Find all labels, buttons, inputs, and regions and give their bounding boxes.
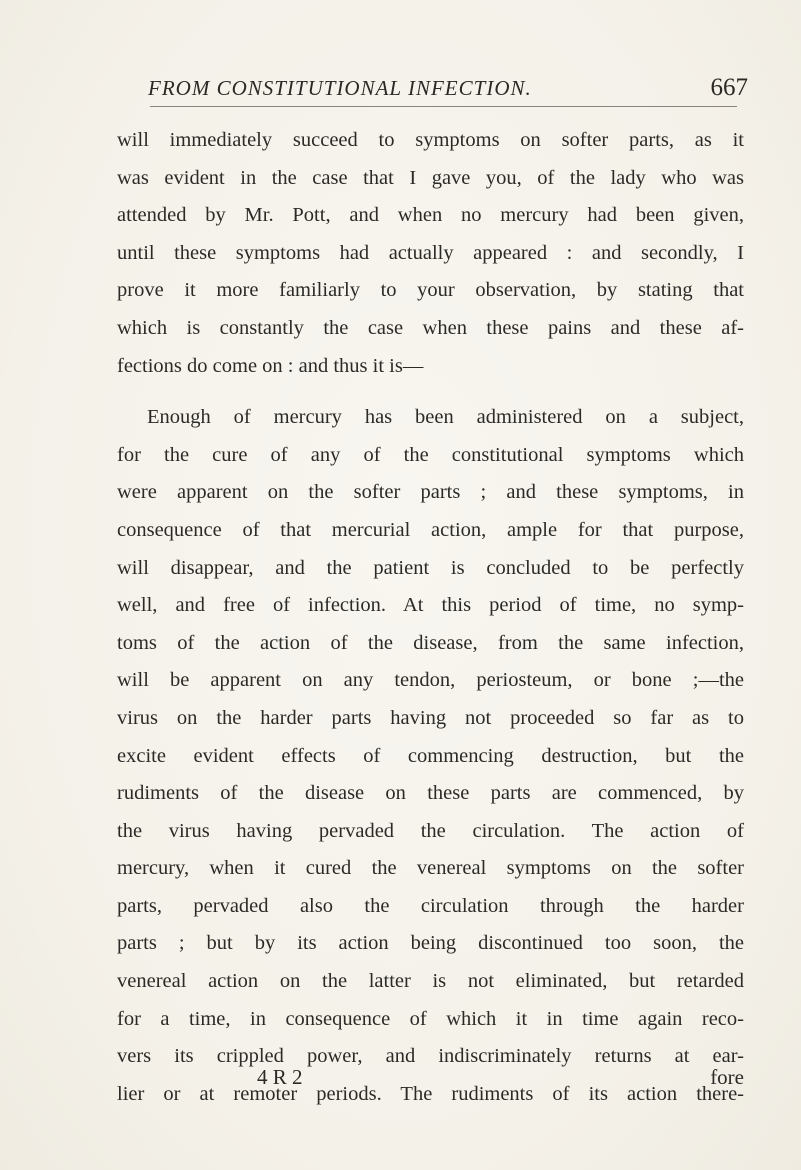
text-line: for a time, in consequence of which it in time again reco- (117, 1007, 744, 1030)
text-line: for the cure of any of the constitutional symptoms which (117, 443, 744, 466)
page-footer (117, 1065, 744, 1105)
text-line: will immediately succeed to symptoms on softer parts, as it (117, 129, 744, 151)
text-line: will be apparent on any tendon, periosteum, or bone ;—the (117, 669, 744, 692)
body-text (117, 122, 744, 1113)
text-line: until these symptoms had actually appeared : and secondly, I (117, 241, 744, 264)
text-line: vers its crippled power, and indiscriminately returns at ear- (117, 1045, 744, 1068)
text-line: prove it more familiarly to your observation, by stating that (117, 279, 744, 302)
text-line: virus on the harder parts having not proceeded so far as to (117, 706, 744, 729)
text-line: venereal action on the latter is not eliminated, but retarded (117, 970, 744, 993)
text-line: were apparent on the softer parts ; and these symptoms, in (117, 481, 744, 504)
text-line: toms of the action of the disease, from the same infection, (117, 631, 744, 654)
text-line: excite evident effects of commencing destruction, but the (117, 744, 744, 767)
text-line: lier or at remoter periods. The rudiments of its action there- (117, 1082, 744, 1105)
text-line: parts ; but by its action being discontinued too soon, the (117, 932, 744, 955)
page-number: 667 (710, 74, 748, 101)
text-line: rudiments of the disease on these parts are commenced, by (117, 782, 744, 805)
text-line: Enough of mercury has been administered on a subject, (147, 406, 744, 429)
paragraph-2 (117, 399, 744, 1113)
text-line: consequence of that mercurial action, ample for that purpose, (117, 518, 744, 541)
text-line: the virus having pervaded the circulation. The action of (117, 819, 744, 842)
text-line: well, and free of infection. At this period of time, no symp- (117, 594, 744, 617)
text-line: parts, pervaded also the circulation through the harder (117, 894, 744, 917)
running-head (118, 76, 748, 116)
catchword: fore (710, 1065, 744, 1089)
paragraph-1 (117, 122, 744, 385)
text-line: fections do come on : and thus it is— (117, 354, 424, 377)
text-line: was evident in the case that I gave you, of the lady who was (117, 166, 744, 189)
text-line: mercury, when it cured the venereal symptoms on the softer (117, 857, 744, 880)
text-line: will disappear, and the patient is concluded to be perfectly (117, 556, 744, 579)
running-title: FROM CONSTITUTIONAL INFECTION. (148, 76, 532, 100)
signature-mark: 4 R 2 (257, 1065, 303, 1089)
header-rule (150, 106, 737, 107)
text-line: which is constantly the case when these pains and these af- (117, 316, 744, 339)
text-line: attended by Mr. Pott, and when no mercury had been given, (117, 204, 744, 227)
